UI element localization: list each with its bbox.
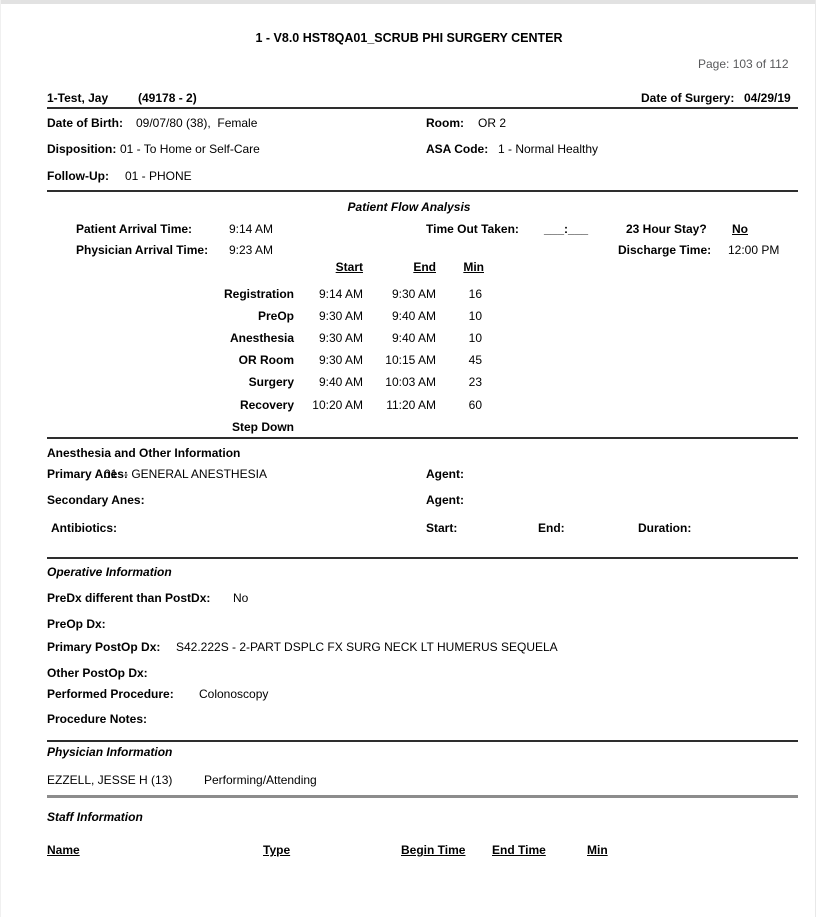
asa-code-label: ASA Code: [426, 142, 489, 156]
staff-section-title: Staff Information [47, 810, 143, 824]
dob-value: 09/07/80 (38), Female [136, 116, 258, 130]
performed-procedure-value: Colonoscopy [199, 687, 269, 701]
antibiotics-duration-label: Duration: [638, 521, 692, 535]
date-of-surgery-label: Date of Surgery: [641, 91, 735, 105]
time-out-taken-blank: ___:___ [544, 222, 589, 236]
flow-row-label: Step Down [232, 420, 294, 434]
flow-row-min: 10 [468, 331, 482, 345]
patient-name: 1-Test, Jay [47, 91, 109, 105]
staff-col-min: Min [587, 843, 608, 857]
flow-row-start: 9:30 AM [318, 331, 363, 345]
top-border [1, 0, 816, 4]
dob-label: Date of Birth: [47, 116, 123, 130]
physician-name: EZZELL, JESSE H (13) [47, 773, 173, 787]
flow-row-label: OR Room [238, 353, 294, 367]
flow-row-start: 10:20 AM [312, 398, 363, 412]
divider [47, 557, 798, 559]
staff-col-type: Type [263, 843, 291, 857]
primary-anes-value: 01 - GENERAL ANESTHESIA [104, 467, 267, 481]
discharge-time-label: Discharge Time: [618, 243, 712, 257]
flow-row-min: 45 [468, 353, 482, 367]
antibiotics-start-label: Start: [426, 521, 458, 535]
patient-arrival-value: 9:14 AM [229, 222, 274, 236]
flow-row-end: 9:40 AM [391, 309, 436, 323]
flow-row-end: 9:30 AM [391, 287, 436, 301]
procedure-notes-label: Procedure Notes: [47, 712, 148, 726]
antibiotics-end-label: End: [538, 521, 565, 535]
flow-row-end: 10:15 AM [385, 353, 436, 367]
stay-23hr-value: No [732, 222, 748, 236]
primary-anes-label: Primary Anes: [47, 467, 128, 481]
followup-value: 01 - PHONE [125, 169, 192, 183]
stay-23hr-label: 23 Hour Stay? [626, 222, 707, 236]
operative-section-title: Operative Information [47, 565, 172, 579]
followup-label: Follow-Up: [47, 169, 109, 183]
physician-section-title: Physician Information [47, 745, 173, 759]
date-of-surgery-value: 04/29/19 [744, 91, 791, 105]
flow-row-end: 10:03 AM [385, 375, 436, 389]
disposition-label: Disposition: [47, 142, 117, 156]
time-out-taken-label: Time Out Taken: [426, 222, 519, 236]
flow-row-start: 9:30 AM [318, 309, 363, 323]
divider [47, 740, 798, 742]
primary-postop-dx-value: S42.222S - 2-PART DSPLC FX SURG NECK LT HUMERUS SEQUELA [176, 640, 558, 654]
flow-row-start: 9:14 AM [318, 287, 363, 301]
predx-label: PreDx different than PostDx: [47, 591, 211, 605]
flow-row-end: 9:40 AM [391, 331, 436, 345]
flow-row-min: 23 [468, 375, 482, 389]
physician-arrival-value: 9:23 AM [229, 243, 274, 257]
divider [47, 437, 798, 439]
flow-row-label: Recovery [239, 398, 294, 412]
patient-id: (49178 - 2) [138, 91, 197, 105]
secondary-anes-label: Secondary Anes: [47, 493, 145, 507]
staff-col-name: Name [47, 843, 80, 857]
flow-row-min: 16 [468, 287, 482, 301]
flow-row-min: 10 [468, 309, 482, 323]
antibiotics-label: Antibiotics: [51, 521, 117, 535]
flow-row-label: Surgery [248, 375, 294, 389]
preop-dx-label: PreOp Dx: [47, 617, 106, 631]
flow-row-start: 9:30 AM [318, 353, 363, 367]
divider [47, 190, 798, 192]
divider [47, 107, 798, 109]
divider-gray [47, 795, 798, 798]
flow-row-label: Anesthesia [229, 331, 294, 345]
physician-arrival-label: Physician Arrival Time: [76, 243, 209, 257]
flow-row-label: PreOp [257, 309, 294, 323]
patient-arrival-label: Patient Arrival Time: [76, 222, 193, 236]
performed-procedure-label: Performed Procedure: [47, 687, 174, 701]
staff-col-end-time: End Time [492, 843, 546, 857]
other-postop-dx-label: Other PostOp Dx: [47, 666, 148, 680]
flow-section-title: Patient Flow Analysis [347, 200, 471, 214]
predx-value: No [233, 591, 249, 605]
flow-row-end: 11:20 AM [386, 398, 436, 412]
asa-code-value: 1 - Normal Healthy [498, 142, 599, 156]
report-title: 1 - V8.0 HST8QA01_SCRUB PHI SURGERY CENTER [255, 31, 563, 45]
agent-label: Agent: [426, 493, 464, 507]
anesthesia-section-title: Anesthesia and Other Information [47, 446, 241, 460]
flow-col-end: End [413, 260, 436, 274]
page-number: Page: 103 of 112 [698, 57, 789, 71]
disposition-value: 01 - To Home or Self-Care [120, 142, 260, 156]
flow-col-min: Min [463, 260, 484, 274]
room-label: Room: [426, 116, 464, 130]
flow-row-start: 9:40 AM [318, 375, 363, 389]
room-value: OR 2 [478, 116, 507, 130]
staff-col-begin-time: Begin Time [401, 843, 466, 857]
flow-col-start: Start [335, 260, 363, 274]
flow-row-min: 60 [468, 398, 482, 412]
physician-role: Performing/Attending [204, 773, 317, 787]
discharge-time-value: 12:00 PM [728, 243, 780, 257]
agent-label: Agent: [426, 467, 464, 481]
primary-postop-dx-label: Primary PostOp Dx: [47, 640, 161, 654]
flow-row-label: Registration [223, 287, 294, 301]
